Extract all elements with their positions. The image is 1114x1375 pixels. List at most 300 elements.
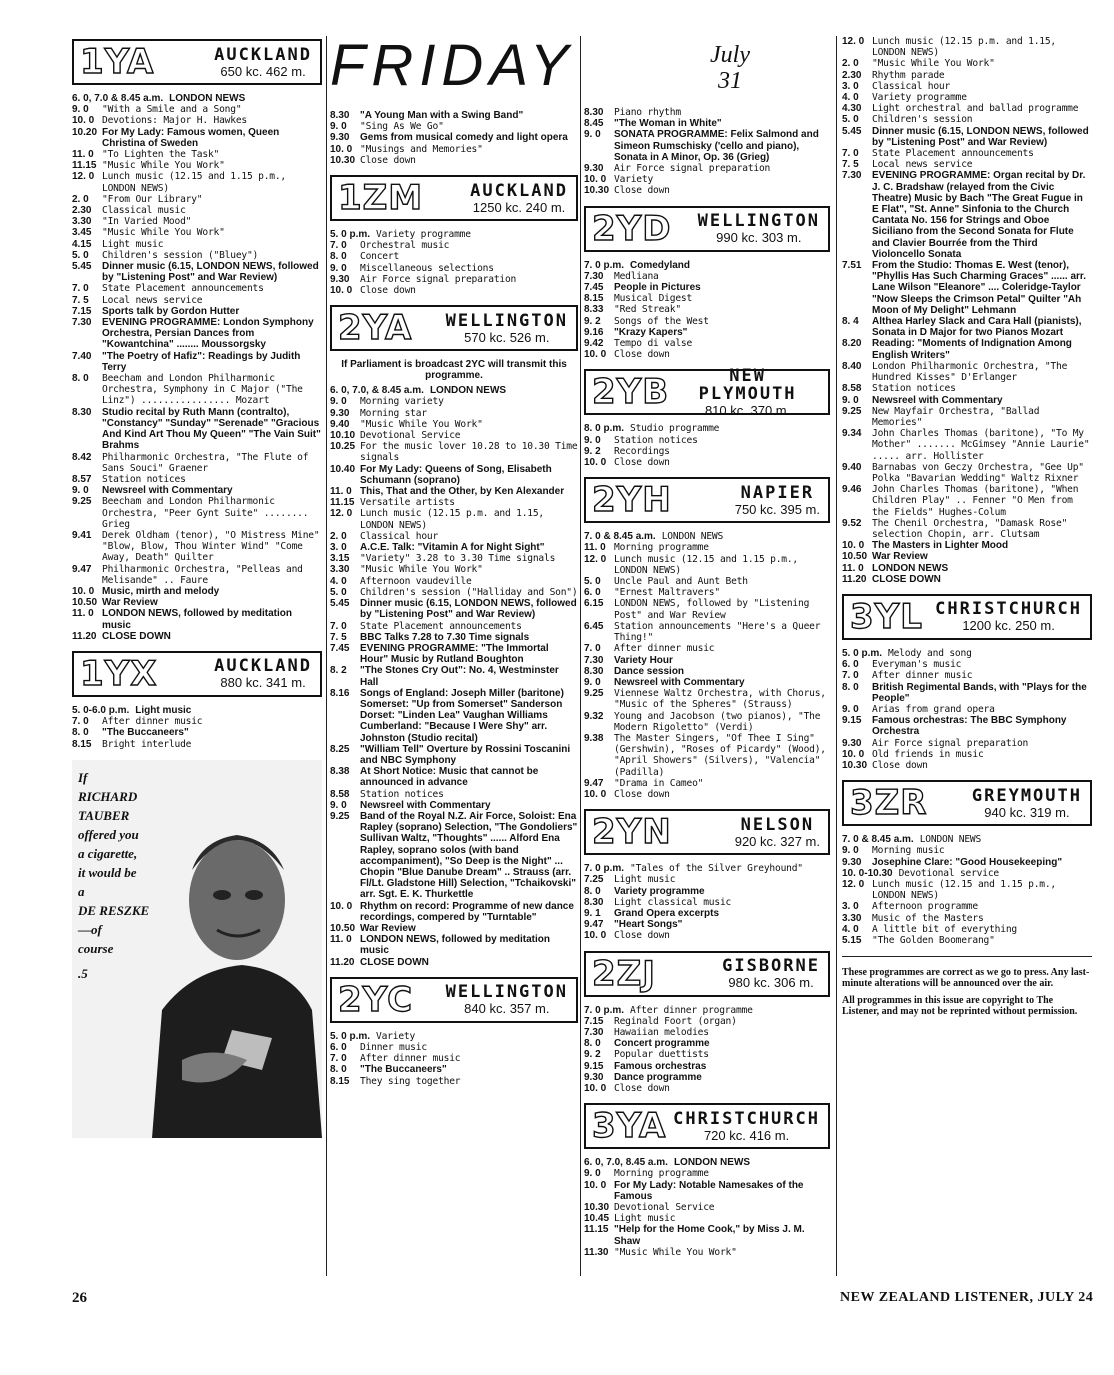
program-title: Comedyland — [630, 259, 691, 271]
program-title: "The Poetry of Hafiz": Readings by Judith Terry — [102, 350, 301, 373]
program-title: Concert — [360, 251, 400, 263]
program-time: 8.30 — [330, 110, 350, 121]
program-time: 12. 0 — [330, 508, 353, 520]
program-row — [842, 913, 1092, 924]
program-title: Famous orchestras — [614, 1060, 707, 1072]
program-time: 12. 0 — [842, 879, 865, 890]
program-time: 9.30 — [842, 737, 862, 749]
program-title: State Placement announcements — [102, 283, 264, 295]
station-logo: 3YA — [592, 1106, 667, 1147]
program-time: 7. 0 p.m. — [584, 863, 625, 875]
program-title: Close down — [614, 1082, 670, 1094]
program-time: 8.30 — [584, 896, 604, 908]
program-time: 9. 0 — [584, 676, 601, 688]
program-row — [330, 811, 578, 901]
program-title: Variety programme — [376, 229, 471, 241]
program-title: Morning star — [360, 407, 427, 419]
program-title: Concert programme — [614, 1038, 710, 1050]
program-title: Morning programme — [614, 1168, 709, 1180]
program-row — [72, 597, 322, 608]
station-logo: 2YN — [592, 812, 672, 853]
program-time: 9.25 — [330, 810, 350, 822]
program-row — [330, 385, 578, 396]
program-time: 2. 0 — [842, 58, 859, 70]
program-title: "The Buccaneers" — [360, 1064, 447, 1076]
program-time: 9. 0 — [72, 485, 89, 497]
program-title: Morning music — [872, 845, 945, 857]
column-rule — [836, 36, 837, 1276]
program-title: London Philharmonic Orchestra, "The Hundred Kisses" D'Erlanger — [872, 360, 1068, 384]
program-row — [584, 778, 830, 789]
program-time: 9.15 — [584, 1060, 604, 1072]
program-row — [330, 1053, 578, 1064]
program-title: Local news service — [102, 294, 203, 306]
program-title: Lunch music (12.15 p.m. and 1.15, LONDON NEWS) — [872, 36, 1057, 59]
station-name: AUCKLAND — [214, 656, 312, 677]
program-row — [584, 1157, 830, 1168]
station-header-1ya — [72, 39, 322, 85]
program-row — [72, 261, 322, 283]
program-row — [330, 542, 578, 553]
program-title: Studio recital by Ruth Mann (contralto), "Constancy" "Sunday" "Serenade" "Gracious And Kind Art Thou My Queen" "The Vain Suit" Brahms — [102, 406, 321, 452]
program-time: 10.45 — [584, 1213, 610, 1225]
program-row — [842, 70, 1092, 81]
program-time: 7.25 — [584, 874, 604, 886]
program-title: "A Young Man with a Swing Band" — [360, 110, 524, 121]
program-time: 9. 2 — [584, 315, 601, 327]
program-time: 9.30 — [330, 273, 350, 285]
program-title: Rhythm parade — [872, 69, 945, 81]
program-row — [72, 608, 322, 630]
program-title: Musical Digest — [614, 293, 693, 305]
program-time: 9. 1 — [584, 907, 601, 919]
program-row — [330, 587, 578, 598]
program-title: Derek Oldham (tenor), "O Mistress Mine" "Blow, Blow, Thou Winter Wind" "Come Away, Death" Quilter — [102, 529, 320, 564]
program-list-3ya-continued — [842, 36, 1092, 585]
program-time: 8.20 — [842, 338, 862, 350]
program-time: 9.38 — [584, 732, 604, 744]
program-title: Orchestral music — [360, 240, 450, 252]
program-time: 5. 0 p.m. — [842, 647, 883, 659]
program-title: Hawaiian melodies — [614, 1026, 709, 1038]
program-title: Althea Harley Slack and Cara Hall (pianists), Sonata in D Major for two Pianos Mozart — [872, 316, 1082, 339]
program-time: 2. 0 — [330, 530, 347, 542]
program-list-2yc-continued — [330, 110, 578, 166]
program-time: 7. 0 — [330, 240, 347, 252]
program-time: 8. 0 — [584, 1038, 601, 1050]
program-row — [842, 462, 1092, 484]
program-title: Variety — [376, 1030, 416, 1042]
program-title: War Review — [360, 922, 416, 934]
program-row — [584, 293, 830, 304]
program-row — [584, 598, 830, 620]
program-time: 9. 0 — [72, 104, 89, 116]
program-row — [72, 149, 322, 160]
program-title: Close down — [614, 349, 670, 361]
program-row — [584, 107, 830, 118]
program-row — [842, 715, 1092, 737]
program-title: Air Force signal preparation — [360, 273, 517, 285]
program-row — [584, 576, 830, 587]
program-title: Reading: "Moments of Indignation Among English Writers" — [872, 338, 1072, 361]
program-title: "Help for the Home Cook," by Miss J. M. Shaw — [614, 1224, 805, 1247]
program-time: 11.15 — [330, 497, 355, 509]
program-title: Local news service — [872, 159, 973, 171]
station-logo: 1YX — [80, 653, 158, 694]
program-title: LONDON NEWS — [429, 385, 507, 397]
station-logo: 2YD — [592, 208, 672, 249]
program-time: 2. 0 — [72, 193, 89, 205]
program-title: Variety — [614, 174, 654, 186]
program-row — [584, 435, 830, 446]
program-time: 7. 0 — [72, 283, 89, 295]
program-time: 8.30 — [584, 107, 604, 118]
column-3 — [584, 107, 830, 1258]
program-title: Arias from grand opera — [872, 703, 995, 715]
program-time: 9.16 — [584, 326, 604, 338]
program-time: 10.50 — [842, 551, 868, 563]
program-title: Afternoon programme — [872, 901, 978, 913]
program-row — [584, 304, 830, 315]
program-time: 9. 2 — [584, 1049, 601, 1061]
program-time: 11.20 — [72, 630, 97, 642]
program-list-1ya — [72, 93, 322, 642]
station-name: NEW PLYMOUTH — [698, 365, 797, 404]
program-title: "The Buccaneers" — [102, 727, 189, 739]
program-row — [72, 586, 322, 597]
program-row — [72, 631, 322, 642]
program-row — [584, 621, 830, 643]
program-time: 12. 0 — [842, 36, 865, 47]
program-time: 10.50 — [72, 597, 98, 609]
station-frequency: 1200 kc. 250 m. — [962, 618, 1055, 634]
program-title: Miscellaneous selections — [360, 262, 494, 274]
program-row — [842, 338, 1092, 360]
program-time: 4. 0 — [842, 92, 859, 104]
program-time: 9.30 — [330, 407, 350, 419]
column-2 — [330, 33, 578, 1087]
program-time: 10. 0-10.30 — [842, 867, 893, 879]
program-title: "Drama in Cameo" — [614, 777, 704, 789]
program-title: Gems from musical comedy and light opera — [360, 132, 568, 144]
program-list-3ya — [584, 1157, 830, 1258]
program-time: 9.25 — [584, 688, 604, 700]
station-frequency: 650 kc. 462 m. — [220, 63, 306, 79]
program-list-1yx — [72, 705, 322, 750]
program-row — [584, 587, 830, 598]
program-row — [330, 934, 578, 956]
program-row — [72, 705, 322, 716]
program-row — [330, 285, 578, 296]
station-header-3ya — [584, 1103, 830, 1149]
program-row — [584, 733, 830, 778]
program-title: Dinner music (6.15, LONDON NEWS, followed by "Listening Post" and War Review) — [872, 125, 1089, 148]
program-list-3zr — [842, 834, 1092, 946]
program-row — [330, 240, 578, 251]
program-title: LONDON NEWS, followed by meditation music — [360, 934, 550, 957]
program-time: 9.30 — [330, 132, 350, 144]
program-title: Newsreel with Commentary — [614, 676, 745, 688]
program-row — [330, 132, 578, 143]
column-rule — [580, 36, 581, 1276]
program-title: Music of the Masters — [872, 912, 984, 924]
program-time: 11.20 — [330, 956, 355, 968]
program-title: Young and Jacobson (two pianos), "The Modern Rigoletto" (Verdi) — [614, 710, 821, 733]
program-row — [72, 351, 322, 373]
program-title: Recordings — [614, 445, 670, 457]
program-time: 6. 0 — [584, 587, 601, 599]
program-row — [584, 919, 830, 930]
program-time: 7.40 — [72, 350, 92, 362]
program-row — [330, 1076, 578, 1087]
program-time: 9. 0 — [330, 799, 347, 811]
program-time: 11.15 — [584, 1224, 609, 1236]
program-row — [72, 93, 322, 104]
station-header-3yl — [842, 594, 1092, 640]
program-row — [72, 283, 322, 294]
program-time: 7. 5 — [330, 631, 347, 643]
program-title: EVENING PROGRAMME: London Symphony Orchestra, Persian Dances from "Kowantchina" ........ Moussorgsky — [102, 317, 314, 351]
program-time: 7. 0 — [330, 620, 347, 632]
program-row — [72, 716, 322, 727]
program-title: At Short Notice: Music that cannot be announced in advance — [360, 766, 539, 789]
program-row — [330, 155, 578, 166]
program-row — [842, 563, 1092, 574]
station-frequency: 980 kc. 306 m. — [728, 975, 814, 991]
program-time: 9.25 — [72, 496, 92, 508]
program-row — [842, 704, 1092, 715]
program-time: 2.30 — [842, 69, 862, 81]
program-title: Close down — [360, 154, 416, 166]
program-time: 10.40 — [330, 463, 356, 475]
program-time: 8.45 — [584, 118, 604, 130]
program-time: 7.30 — [842, 170, 862, 182]
program-time: 10. 0 — [330, 900, 353, 912]
program-time: 8.15 — [330, 1075, 350, 1087]
program-time: 8. 0 — [72, 727, 89, 739]
program-row — [72, 250, 322, 261]
program-row — [842, 518, 1092, 540]
program-time: 11.30 — [584, 1246, 609, 1258]
program-time: 7. 0 — [584, 643, 601, 655]
program-title: LONDON NEWS — [919, 834, 982, 846]
program-row — [584, 316, 830, 327]
program-title: British Regimental Bands, with "Plays for the People" — [872, 681, 1087, 704]
program-time: 3. 0 — [842, 80, 859, 92]
program-time: 8.33 — [584, 304, 604, 316]
program-row — [330, 229, 578, 240]
program-row — [330, 486, 578, 497]
program-row — [584, 1180, 830, 1202]
program-time: 7.30 — [584, 654, 604, 666]
program-row — [584, 1027, 830, 1038]
station-name: NELSON — [740, 814, 815, 835]
program-time: 6. 0 — [330, 1042, 347, 1053]
program-title: Barnabas von Geczy Orchestra, "Gee Up" Polka "Bavarian Wedding" Waltz Rixner — [872, 461, 1084, 484]
program-title: CLOSE DOWN — [360, 956, 429, 968]
advertisement-text: If RICHARD TAUBER offered you a cigarette, it would be a DE RESZKE —of course .5 — [78, 769, 150, 981]
program-title: "Music While You Work" — [614, 1246, 737, 1258]
program-title: Light orchestral and ballad programme — [872, 103, 1079, 115]
program-row — [584, 349, 830, 360]
program-time: 10. 0 — [584, 1082, 607, 1094]
program-row — [584, 1016, 830, 1027]
program-title: CLOSE DOWN — [872, 573, 941, 585]
program-title: "Krazy Kapers" — [614, 326, 688, 338]
date-month: July — [710, 42, 750, 68]
program-time: 9.30 — [584, 1071, 604, 1083]
program-time: 5. 0 p.m. — [330, 1030, 371, 1042]
program-title: Children's session ("Bluey") — [102, 249, 259, 261]
program-row — [584, 174, 830, 185]
program-title: After dinner programme — [630, 1004, 753, 1016]
program-title: People in Pictures — [614, 282, 701, 294]
program-title: Station notices — [614, 434, 698, 446]
program-title: Grand Opera excerpts — [614, 907, 720, 919]
program-title: Station notices — [102, 473, 186, 485]
program-row — [330, 396, 578, 407]
program-time: 10.30 — [584, 1202, 610, 1213]
program-time: 8.38 — [330, 766, 350, 778]
program-title: Songs of England: Joseph Miller (baritone) Somerset: "Up from Somerset" Sanderson Dorset: "Linden Lea" Vaughan Williams Cumberland: "Because I Were Shy" arr. Johnston (Studio recital) — [360, 687, 564, 744]
program-row — [72, 104, 322, 115]
program-title: BBC Talks 7.28 to 7.30 Time signals — [360, 631, 530, 643]
program-row — [584, 1202, 830, 1213]
program-row — [584, 886, 830, 897]
program-row — [330, 923, 578, 934]
program-row — [330, 800, 578, 811]
program-title: Devotional service — [898, 867, 999, 879]
program-time: 9.42 — [584, 338, 604, 350]
program-title: Reginald Foort (organ) — [614, 1015, 737, 1027]
date-heading — [710, 42, 750, 94]
program-row — [842, 36, 1092, 58]
program-row — [584, 1049, 830, 1060]
program-row — [330, 110, 578, 121]
column-rule — [326, 36, 327, 1276]
program-row — [842, 879, 1092, 901]
program-time: 9. 0 — [842, 703, 859, 715]
disclaimer — [842, 967, 1092, 1017]
program-title: "William Tell" Overture by Rossini Toscanini and NBC Symphony — [360, 743, 571, 766]
program-row — [72, 485, 322, 496]
program-time: 4.30 — [842, 103, 862, 115]
program-list-1zm — [330, 229, 578, 296]
station-frequency: 1250 kc. 240 m. — [472, 199, 566, 215]
station-frequency: 750 kc. 395 m. — [734, 501, 820, 517]
station-frequency: 570 kc. 526 m. — [464, 329, 550, 345]
publication-footer: NEW ZEALAND LISTENER, JULY 24 — [840, 1290, 1094, 1305]
program-time: 6. 0, 7.0 & 8.45 a.m. — [72, 93, 164, 104]
program-title: Station announcements "Here's a Queer Thing!" — [614, 620, 821, 644]
program-title: This, That and the Other, by Ken Alexander — [360, 486, 565, 498]
program-title: Lunch music (12.15 and 1.15 p.m., LONDON NEWS) — [102, 171, 287, 194]
station-header-2yn — [584, 809, 830, 855]
program-time: 7.30 — [584, 270, 604, 282]
program-row — [330, 643, 578, 665]
program-title: The Master Singers, "Of Thee I Sing" (Gershwin), "Roses of Picardy" (Wood), "April Showers" (Silvers), "Valencia" (Padilla) — [614, 732, 826, 778]
program-time: 10.20 — [72, 126, 98, 138]
program-row — [330, 508, 578, 530]
program-time: 7. 0 — [72, 716, 89, 728]
program-title: After dinner music — [872, 670, 973, 682]
program-title: "Music While You Work" — [872, 58, 995, 70]
program-title: "Music While You Work" — [360, 418, 483, 430]
program-title: Versatile artists — [360, 497, 455, 509]
program-time: 6.45 — [584, 620, 604, 632]
program-title: SONATA PROGRAMME: Felix Salmond and Simeon Rumschisky ('cello and piano), Sonata in A Minor, Op. 36 (Grieg) — [614, 129, 819, 163]
program-row — [584, 863, 830, 874]
program-time: 10. 0 — [842, 540, 865, 552]
program-time: 11. 0 — [72, 608, 94, 620]
program-time: 8. 0 — [584, 885, 601, 897]
program-row — [72, 194, 322, 205]
program-title: "Tales of the Silver Greyhound" — [630, 863, 803, 875]
program-time: 9.47 — [72, 563, 92, 575]
program-time: 10. 0 — [584, 349, 607, 361]
program-row — [584, 643, 830, 654]
program-time: 5. 0 — [330, 586, 347, 598]
program-time: 3. 0 — [330, 542, 347, 554]
station-header-1yx — [72, 651, 322, 697]
program-title: John Charles Thomas (baritone), "To My Mother" ....... McGimsey "Annie Laurie" ..... arr. Hollister — [872, 428, 1090, 462]
program-time: 11. 0 — [330, 486, 352, 498]
program-list-2yc — [330, 1031, 578, 1087]
program-row — [330, 419, 578, 430]
program-row — [330, 441, 578, 463]
program-title: EVENING PROGRAMME: Organ recital by Dr. J. C. Bradshaw (relayed from the Civic Theatre) Music by Bach "The Great Fugue in E Flat", "St. Anne" Sinfonia to the Church Cantata No. 156 for Strings and Oboe Siciliano from the Second Sonata for Flute and Clavier Bourrée from the Third Violoncello Sonata — [872, 170, 1086, 260]
program-time: 5.45 — [72, 261, 92, 273]
station-header-2zj — [584, 951, 830, 997]
program-time: 9. 0 — [330, 121, 347, 133]
program-row — [584, 1247, 830, 1258]
program-title: LONDON NEWS, followed by meditation music — [102, 608, 292, 631]
station-logo: 2YH — [592, 480, 672, 521]
program-title: Music, mirth and melody — [102, 585, 220, 597]
program-title: CLOSE DOWN — [102, 630, 171, 642]
station-header-1zm — [330, 175, 578, 221]
program-title: LONDON NEWS — [673, 1157, 751, 1169]
program-time: 5.15 — [842, 935, 862, 947]
program-time: 9. 0 — [584, 129, 601, 141]
program-title: War Review — [872, 551, 928, 563]
program-time: 6. 0, 7.0, & 8.45 a.m. — [330, 385, 424, 397]
program-title: "In Varied Mood" — [102, 216, 192, 228]
station-frequency: 940 kc. 319 m. — [984, 804, 1070, 820]
program-title: Everyman's music — [872, 659, 962, 671]
program-row — [584, 1213, 830, 1224]
program-time: 8.40 — [842, 360, 862, 372]
program-time: 8. 0 — [330, 251, 347, 263]
program-title: EVENING PROGRAMME: "The Immortal Hour" Music by Rutland Boughton — [360, 642, 549, 666]
program-title: Old friends in music — [872, 748, 984, 760]
program-row — [842, 682, 1092, 704]
program-time: 10.30 — [842, 759, 868, 771]
program-time: 10.25 — [330, 441, 356, 453]
parliament-note: If Parliament is broadcast 2YC will transmit this programme. — [341, 359, 567, 382]
program-title: LONDON NEWS — [872, 562, 949, 574]
program-title: LONDON NEWS — [169, 93, 246, 104]
program-row — [72, 727, 322, 738]
program-row — [330, 1042, 578, 1053]
station-name: WELLINGTON — [445, 310, 568, 331]
program-title: Devotional Service — [614, 1202, 715, 1213]
program-list-2ya — [330, 385, 578, 968]
program-time: 9.32 — [584, 710, 604, 722]
station-name: AUCKLAND — [214, 44, 312, 65]
program-row — [330, 665, 578, 687]
program-title: Variety programme — [872, 92, 967, 104]
